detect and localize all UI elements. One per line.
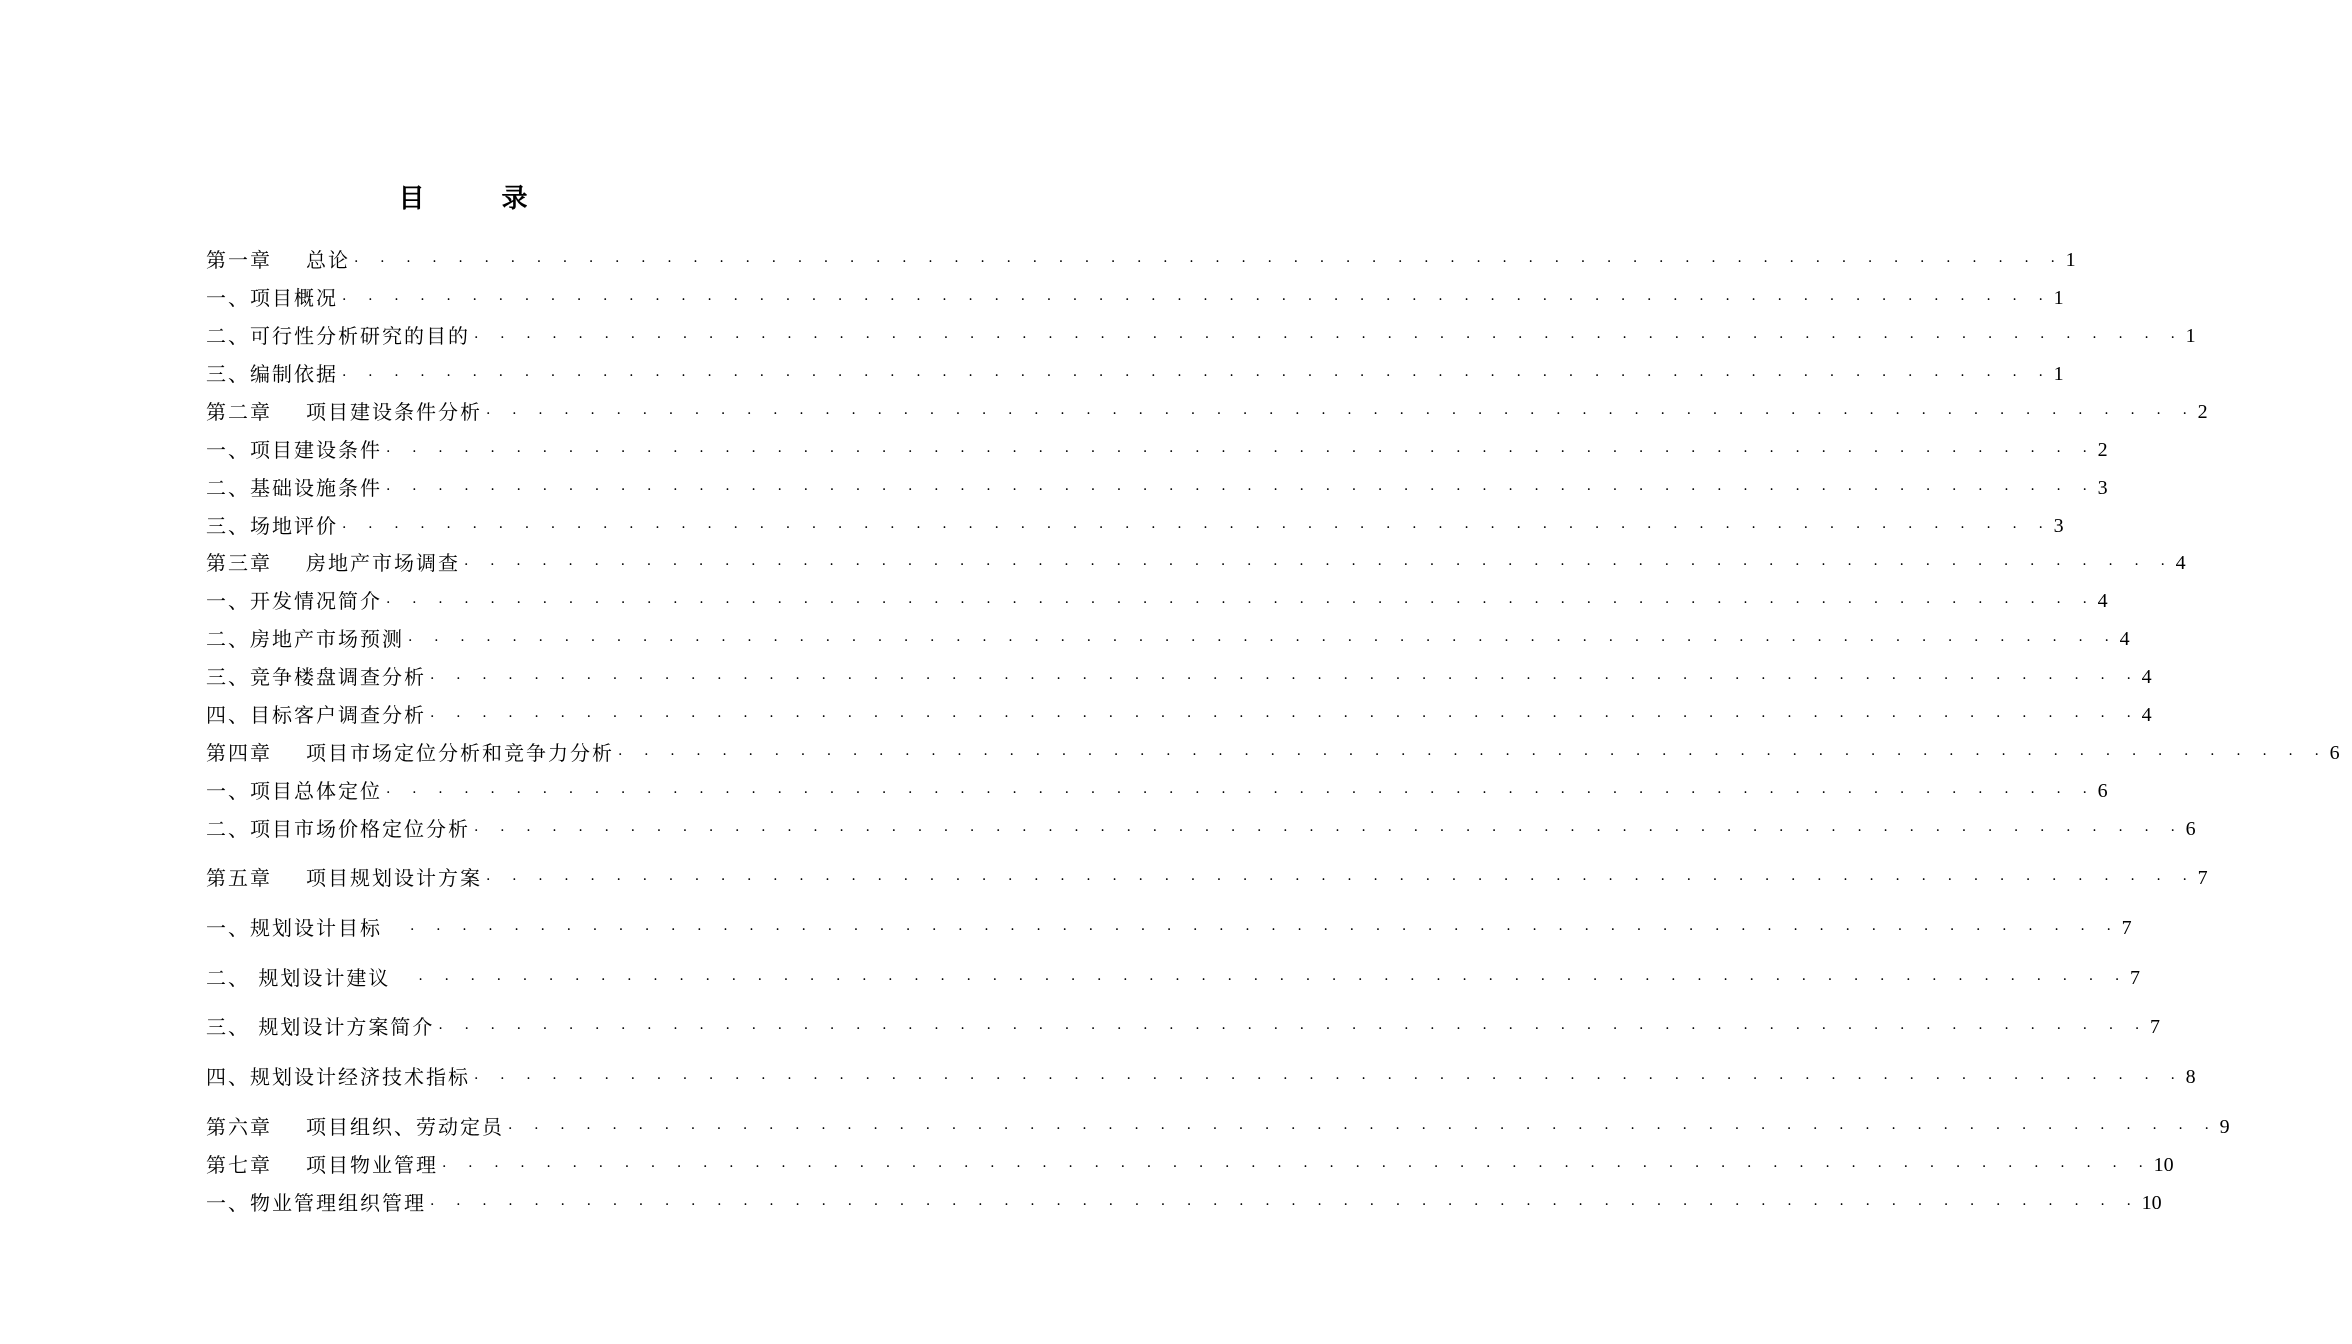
- toc-page-number: 4: [2141, 666, 2152, 688]
- toc-leader-dots: · · · · · · · · · · · · · · · · · · · · · · · · · · · · · · · · · · · · · · · · · · · · · · · · · · · · · · · · · · · · · · · · · ·: [342, 520, 2052, 536]
- toc-leader-dots: · · · · · · · · · · · · · · · · · · · · · · · · · · · · · · · · · · · · · · · · · · · · · · · · · · · · · · · · · · · · · · · · · ·: [386, 444, 2096, 460]
- toc-leader-dots: · · · · · · · · · · · · · · · · · · · · · · · · · · · · · · · · · · · · · · · · · · · · · · · · · · · · · · · · · · · · · · · · · ·: [386, 482, 2096, 498]
- toc-leader-dots: · · · · · · · · · · · · · · · · · · · · · · · · · · · · · · · · · · · · · · · · · · · · · · · · · · · · · · · · · · · · · · · · · ·: [430, 1197, 2140, 1213]
- toc-entry[interactable]: [206, 1013, 2160, 1041]
- toc-chapter-title: 项目物业管理: [306, 1153, 438, 1177]
- toc-page-number: 1: [2185, 325, 2196, 347]
- toc-entry[interactable]: [206, 914, 2132, 942]
- toc-leader-dots: · · · · · · · · · · · · · · · · · · · · · · · · · · · · · · · · · · · · · · · · · · · · · · · · · · · · · · · · · · · · · · · · · ·: [386, 595, 2096, 611]
- toc-chapter-number: 第五章: [206, 866, 272, 890]
- toc-page-number: 1: [2053, 363, 2064, 385]
- toc-page-number: 7: [2149, 1016, 2160, 1038]
- toc-leader-dots: · · · · · · · · · · · · · · · · · · · · · · · · · · · · · · · · · · · · · · · · · · · · · · · · · · · · · · · · · · · · · · · · · ·: [342, 368, 2052, 384]
- toc-entry[interactable]: [206, 246, 2076, 274]
- toc-entry-label: [206, 246, 350, 274]
- toc-page-number: 1: [2065, 249, 2076, 271]
- toc-leader-dots: · · · · · · · · · · · · · · · · · · · · · · · · · · · · · · · · · · · · · · · · · · · · · · · · · · · · · · · · · · · · · · · · · ·: [508, 1121, 2218, 1137]
- toc-entry[interactable]: [206, 436, 2108, 464]
- toc-entry-label: 三、编制依据: [206, 362, 338, 386]
- toc-leader-dots: · · · · · · · · · · · · · · · · · · · · · · · · · · · · · · · · · · · · · · · · · · · · · · · · · · · · · · · · · · · · · · · · · ·: [474, 823, 2184, 839]
- toc-page-number: 10: [2153, 1154, 2174, 1176]
- toc-entry[interactable]: [206, 1063, 2196, 1091]
- toc-leader-dots: · · · · · · · · · · · · · · · · · · · · · · · · · · · · · · · · · · · · · · · · · · · · · · · · · · · · · · · · · · · · · · · · · ·: [342, 292, 2052, 308]
- toc-leader-dots: · · · · · · · · · · · · · · · · · · · · · · · · · · · · · · · · · · · · · · · · · · · · · · · · · · · · · · · · · · · · · · · · · ·: [442, 1159, 2152, 1175]
- toc-page-number: 2: [2097, 439, 2108, 461]
- toc-entry-label: 一、开发情况简介: [206, 589, 382, 613]
- toc-entry-label: [206, 864, 482, 892]
- toc-entry-label: [206, 1113, 504, 1141]
- toc-leader-dots: · · · · · · · · · · · · · · · · · · · · · · · · · · · · · · · · · · · · · · · · · · · · · · · · · · · · · · · · · · · · · · · · · ·: [618, 747, 2328, 763]
- toc-entry-label: 一、规划设计目标: [206, 916, 382, 940]
- toc-chapter-title: 项目规划设计方案: [306, 866, 482, 890]
- toc-leader-dots: · · · · · · · · · · · · · · · · · · · · · · · · · · · · · · · · · · · · · · · · · · · · · · · · · · · · · · · · · · · · · · · · · ·: [418, 972, 2128, 988]
- toc-page-number: 6: [2097, 780, 2108, 802]
- toc-entry[interactable]: [206, 284, 2064, 312]
- toc-page-number: 8: [2185, 1066, 2196, 1088]
- toc-entry[interactable]: [206, 1189, 2162, 1217]
- toc-chapter-number: 第七章: [206, 1153, 272, 1177]
- toc-leader-dots: · · · · · · · · · · · · · · · · · · · · · · · · · · · · · · · · · · · · · · · · · · · · · · · · · · · · · · · · · · · · · · · · · ·: [354, 254, 2064, 270]
- toc-leader-dots: · · · · · · · · · · · · · · · · · · · · · · · · · · · · · · · · · · · · · · · · · · · · · · · · · · · · · · · · · · · · · · · · · ·: [410, 922, 2120, 938]
- toc-entry-label: 四、规划设计经济技术指标: [206, 1065, 470, 1089]
- toc-entry-label: [206, 549, 460, 577]
- toc-entry[interactable]: [206, 398, 2208, 426]
- toc-entry-label: [206, 739, 614, 767]
- toc-entry-label: 二、房地产市场预测: [206, 627, 404, 651]
- toc-entry[interactable]: [206, 777, 2108, 805]
- toc-entry[interactable]: [206, 739, 2340, 767]
- toc-entry[interactable]: [206, 1151, 2174, 1179]
- toc-page-number: 4: [2175, 552, 2186, 574]
- toc-chapter-title: 总论: [306, 248, 350, 272]
- toc-entry-label: 一、项目建设条件: [206, 438, 382, 462]
- toc-entry[interactable]: [206, 322, 2196, 350]
- toc-entry-label: 一、项目总体定位: [206, 779, 382, 803]
- toc-entry[interactable]: [206, 1113, 2230, 1141]
- toc-leader-dots: · · · · · · · · · · · · · · · · · · · · · · · · · · · · · · · · · · · · · · · · · · · · · · · · · · · · · · · · · · · · · · · · · ·: [464, 557, 2174, 573]
- toc-page-number: 7: [2121, 917, 2132, 939]
- toc-entry[interactable]: [206, 549, 2186, 577]
- toc-entry-label: 二、 规划设计建议: [206, 966, 391, 990]
- toc-chapter-title: 房地产市场调查: [306, 551, 460, 575]
- toc-page-number: 7: [2129, 967, 2140, 989]
- toc-page-number: 4: [2097, 590, 2108, 612]
- toc-chapter-number: 第四章: [206, 741, 272, 765]
- toc-chapter-number: 第三章: [206, 551, 272, 575]
- toc-leader-dots: · · · · · · · · · · · · · · · · · · · · · · · · · · · · · · · · · · · · · · · · · · · · · · · · · · · · · · · · · · · · · · · · · ·: [430, 709, 2140, 725]
- toc-chapter-title: 项目建设条件分析: [306, 400, 482, 424]
- toc-leader-dots: · · · · · · · · · · · · · · · · · · · · · · · · · · · · · · · · · · · · · · · · · · · · · · · · · · · · · · · · · · · · · · · · · ·: [430, 671, 2140, 687]
- toc-entry[interactable]: [206, 512, 2064, 540]
- toc-entry-label: 三、 规划设计方案简介: [206, 1015, 435, 1039]
- toc-leader-dots: · · · · · · · · · · · · · · · · · · · · · · · · · · · · · · · · · · · · · · · · · · · · · · · · · · · · · · · · · · · · · · · · · ·: [438, 1021, 2148, 1037]
- toc-entry-label: 二、基础设施条件: [206, 476, 382, 500]
- toc-entry-label: 三、场地评价: [206, 514, 338, 538]
- toc-leader-dots: · · · · · · · · · · · · · · · · · · · · · · · · · · · · · · · · · · · · · · · · · · · · · · · · · · · · · · · · · · · · · · · · · ·: [386, 785, 2096, 801]
- toc-title: 目 录: [398, 184, 562, 214]
- toc-page-number: 10: [2141, 1192, 2162, 1214]
- toc-entry-label: [206, 398, 482, 426]
- toc-entry-label: 二、项目市场价格定位分析: [206, 817, 470, 841]
- toc-page-number: 2: [2197, 401, 2208, 423]
- toc-page-number: 9: [2219, 1116, 2230, 1138]
- toc-chapter-title: 项目市场定位分析和竞争力分析: [306, 741, 614, 765]
- toc-leader-dots: · · · · · · · · · · · · · · · · · · · · · · · · · · · · · · · · · · · · · · · · · · · · · · · · · · · · · · · · · · · · · · · · · ·: [486, 872, 2196, 888]
- toc-entry-label: 四、目标客户调查分析: [206, 703, 426, 727]
- toc-entry[interactable]: [206, 864, 2208, 892]
- toc-entry[interactable]: [206, 360, 2064, 388]
- toc-page-number: 4: [2141, 704, 2152, 726]
- toc-entry-label: 一、项目概况: [206, 286, 338, 310]
- toc-page-number: 7: [2197, 867, 2208, 889]
- toc-chapter-number: 第一章: [206, 248, 272, 272]
- toc-page-number: 3: [2097, 477, 2108, 499]
- toc-entry[interactable]: [206, 701, 2152, 729]
- toc-entry[interactable]: [206, 964, 2140, 992]
- toc-chapter-title: 项目组织、劳动定员: [306, 1115, 504, 1139]
- toc-entry-label: [206, 1151, 438, 1179]
- toc-entry[interactable]: [206, 625, 2130, 653]
- toc-page-number: 4: [2119, 628, 2130, 650]
- toc-leader-dots: · · · · · · · · · · · · · · · · · · · · · · · · · · · · · · · · · · · · · · · · · · · · · · · · · · · · · · · · · · · · · · · · · ·: [474, 330, 2184, 346]
- toc-entry[interactable]: [206, 815, 2196, 843]
- toc-chapter-number: 第二章: [206, 400, 272, 424]
- toc-leader-dots: · · · · · · · · · · · · · · · · · · · · · · · · · · · · · · · · · · · · · · · · · · · · · · · · · · · · · · · · · · · · · · · · · ·: [474, 1071, 2184, 1087]
- toc-entry[interactable]: [206, 474, 2108, 502]
- toc-page-number: 6: [2185, 818, 2196, 840]
- toc-leader-dots: · · · · · · · · · · · · · · · · · · · · · · · · · · · · · · · · · · · · · · · · · · · · · · · · · · · · · · · · · · · · · · · · · ·: [486, 406, 2196, 422]
- toc-entry-label: 一、物业管理组织管理: [206, 1191, 426, 1215]
- toc-chapter-number: 第六章: [206, 1115, 272, 1139]
- toc-entry-label: 二、可行性分析研究的目的: [206, 324, 470, 348]
- toc-page-number: 6: [2329, 742, 2340, 764]
- toc-entry[interactable]: [206, 663, 2152, 691]
- toc-page-number: 3: [2053, 515, 2064, 537]
- toc-entry[interactable]: [206, 587, 2108, 615]
- toc-entry-label: 三、竞争楼盘调查分析: [206, 665, 426, 689]
- toc-leader-dots: · · · · · · · · · · · · · · · · · · · · · · · · · · · · · · · · · · · · · · · · · · · · · · · · · · · · · · · · · · · · · · · · · ·: [408, 633, 2118, 649]
- toc-page-number: 1: [2053, 287, 2064, 309]
